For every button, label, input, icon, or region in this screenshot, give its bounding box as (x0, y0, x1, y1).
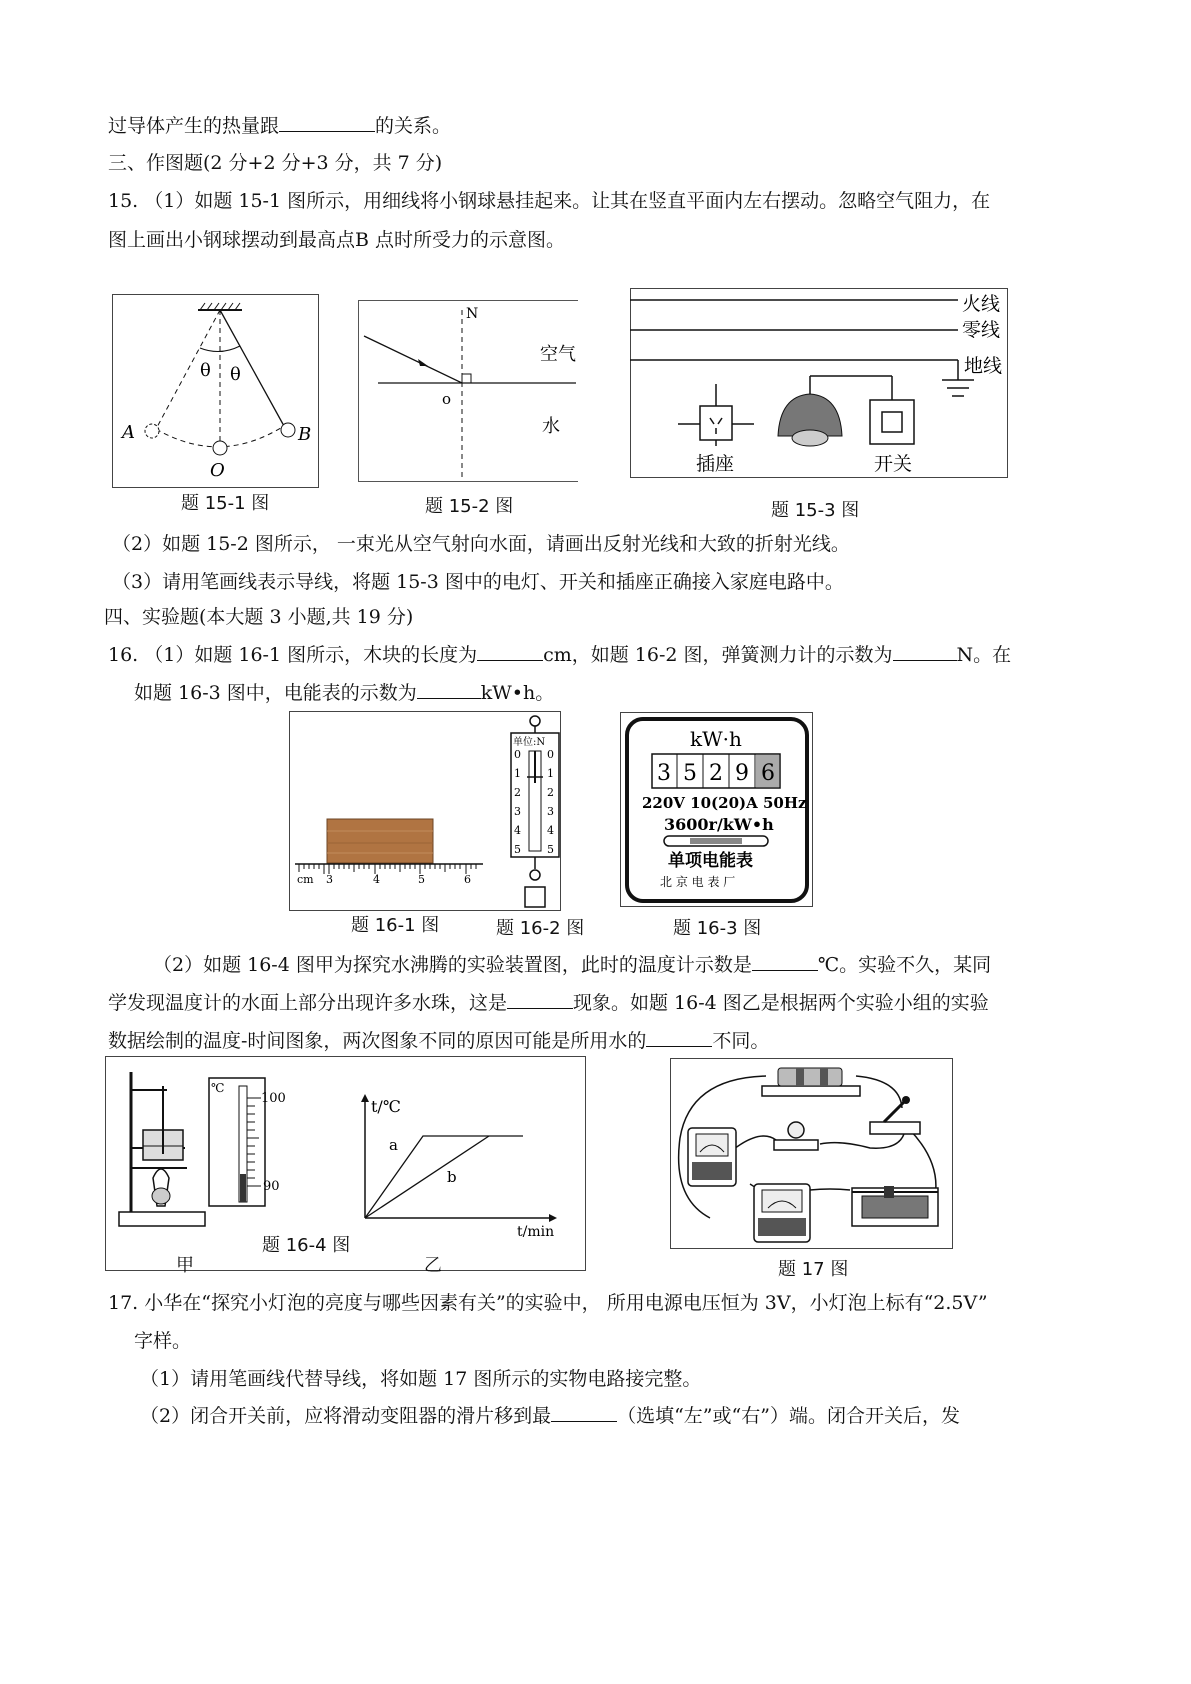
figure-17 (670, 1058, 954, 1250)
q17-line1: 17. 小华在“探究小灯泡的亮度与哪些因素有关”的实验中， 所用电源电压恒为 3V，小灯泡上标有“2.5V” (108, 1292, 988, 1314)
figure-15-2 (358, 300, 580, 486)
meter-digit: 6 (761, 761, 775, 786)
answer-blank[interactable] (507, 990, 573, 1009)
caption-17: 题 17 图 (778, 1259, 849, 1280)
answer-blank[interactable] (551, 1403, 617, 1422)
ruler-tick-label: 5 (418, 873, 425, 886)
meter-rev-label: 3600r/kW•h (664, 815, 774, 834)
bulb-icon (774, 1122, 818, 1150)
theta-label: θ (200, 360, 211, 381)
air-label: 空气 (540, 344, 576, 365)
spring-tick-label: 5 (514, 843, 521, 856)
q16-line1: 16. （1）如题 16-1 图所示，木块的长度为 cm，如题 16-2 图，弹簧测力计的示数为 N。在 (108, 644, 1012, 666)
caption-jia: 甲 (176, 1255, 194, 1276)
live-wire-label: 火线 (962, 293, 1001, 315)
meter-maker-label: 北 京 电 表 厂 (660, 875, 736, 889)
switch-icon (870, 1096, 920, 1134)
answer-blank[interactable] (477, 642, 543, 661)
caption-15-2: 题 15-2 图 (425, 496, 514, 517)
ruler-unit-label: cm (297, 873, 314, 886)
x-axis-label: t/min (517, 1224, 555, 1240)
boiling-apparatus-icon (119, 1072, 205, 1226)
q17-line2: 字样。 (134, 1330, 192, 1352)
curve-b-label: b (447, 1168, 457, 1186)
spring-tick-label: 2 (514, 786, 521, 799)
q16-part2-line1: （2）如题 16-4 图甲为探究水沸腾的实验装置图，此时的温度计示数是 ℃。实验不久，某同 (153, 954, 992, 976)
figure-16-1-2 (289, 711, 563, 913)
curve-a-label: a (389, 1136, 398, 1154)
socket-label: 插座 (696, 453, 735, 475)
section-3-title: 三、作图题(2 分+2 分+3 分，共 7 分) (108, 152, 443, 174)
point-a-label: A (122, 422, 135, 443)
meter-digit: 5 (683, 761, 697, 786)
q16-part2-line2: 学发现温度计的水面上部分出现许多水珠，这是 现象。如题 16-4 图乙是根据两个实验小组的实验 (108, 992, 989, 1014)
ruler-tick-label: 4 (373, 873, 380, 886)
caption-yi: 乙 (424, 1255, 442, 1276)
ammeter-icon (688, 1128, 736, 1186)
spring-tick-label: 2 (547, 786, 554, 799)
spring-tick-label: 4 (514, 824, 521, 837)
theta-label: θ (230, 364, 241, 385)
ground-wire-label: 地线 (964, 355, 1003, 377)
figure-15-1 (112, 294, 320, 488)
q17-part1: （1）请用笔画线代替导线，将如题 17 图所示的实物电路接完整。 (140, 1368, 702, 1390)
caption-15-3: 题 15-3 图 (771, 500, 860, 521)
meter-name-label: 单项电能表 (668, 851, 753, 871)
spring-tick-label: 3 (514, 805, 521, 818)
meter-digit: 2 (709, 761, 723, 786)
ruler-tick-label: 3 (326, 873, 333, 886)
thermo-90-label: 90 (263, 1179, 280, 1194)
q15-part3: （3）请用笔画线表示导线，将题 15-3 图中的电灯、开关和插座正确接入家庭电路中。 (112, 571, 844, 593)
voltmeter-icon (754, 1184, 810, 1242)
section-4-title: 四、实验题(本大题 3 小题,共 19 分) (104, 606, 414, 628)
spring-tick-label: 4 (547, 824, 554, 837)
caption-16-4: 题 16-4 图 (262, 1235, 351, 1256)
q15-line2: 图上画出小钢球摆动到最高点B 点时所受力的示意图。 (108, 229, 566, 251)
q16-part2-line3: 数据绘制的温度-时间图象，两次图象不同的原因可能是所用水的 不同。 (108, 1030, 770, 1052)
answer-blank[interactable] (893, 642, 957, 661)
rheostat-icon (852, 1186, 938, 1226)
spring-tick-label: 1 (514, 767, 521, 780)
normal-label: N (466, 306, 479, 322)
spring-tick-label: 0 (547, 748, 554, 761)
q17-part2: （2）闭合开关前，应将滑动变阻器的滑片移到最 （选填“左”或“右”）端。闭合开关后，发 (140, 1405, 960, 1427)
caption-16-2: 题 16-2 图 (496, 918, 585, 939)
point-o-label: O (210, 460, 225, 481)
caption-16-3: 题 16-3 图 (673, 918, 762, 939)
spring-tick-label: 0 (514, 748, 521, 761)
spring-tick-label: 3 (547, 805, 554, 818)
meter-digit: 9 (735, 761, 749, 786)
figure-16-3 (620, 712, 814, 908)
neutral-wire-label: 零线 (962, 319, 1001, 341)
q15-line1: 15. （1）如题 15-1 图所示，用细线将小钢球悬挂起来。让其在竖直平面内左右摆动。忽略空气阻力，在 (108, 190, 991, 212)
spring-tick-label: 5 (547, 843, 554, 856)
switch-icon (870, 400, 914, 444)
thermometer-icon (209, 1078, 265, 1206)
line-heat: 过导体产生的热量跟 的关系。 (108, 115, 452, 137)
water-label: 水 (542, 416, 560, 437)
y-axis-label: t/℃ (371, 1097, 401, 1116)
point-b-label: B (298, 424, 312, 445)
q16-line2: 如题 16-3 图中，电能表的示数为 kW•h。 (134, 682, 555, 704)
spring-unit-label: 单位:N (513, 737, 546, 748)
meter-digit: 3 (657, 761, 671, 786)
socket-icon (678, 384, 754, 446)
answer-blank[interactable] (646, 1028, 712, 1047)
caption-16-1: 题 16-1 图 (351, 915, 440, 936)
origin-label: o (442, 390, 452, 408)
caption-15-1: 题 15-1 图 (181, 493, 270, 514)
meter-unit-label: kW·h (690, 727, 742, 751)
figure-15-3 (630, 288, 1010, 480)
thermo-100-label: 100 (261, 1091, 286, 1106)
meter-spec-label: 220V 10(20)A 50Hz (642, 794, 807, 812)
answer-blank[interactable] (752, 952, 818, 971)
spring-tick-label: 1 (547, 767, 554, 780)
answer-blank[interactable] (417, 680, 481, 699)
battery-icon (762, 1068, 860, 1096)
answer-blank[interactable] (279, 113, 375, 132)
switch-label: 开关 (874, 453, 913, 475)
q15-part2: （2）如题 15-2 图所示， 一束光从空气射向水面，请画出反射光线和大致的折射光线。 (112, 533, 850, 555)
ruler-tick-label: 6 (464, 873, 471, 886)
deg-c-label: ℃ (211, 1081, 225, 1095)
